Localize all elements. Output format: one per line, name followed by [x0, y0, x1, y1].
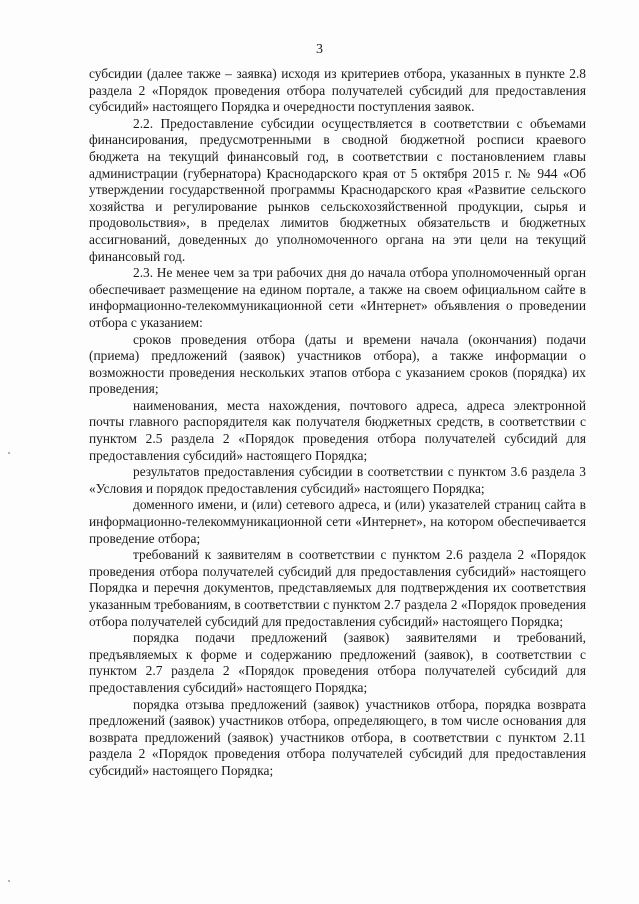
scan-artifact	[8, 880, 10, 882]
list-item-results: результатов предоставления субсидии в соответствии с пунктом 3.6 раздела 3 «Условия и порядок предоставления субсидий» настоящего Порядка;	[89, 464, 586, 496]
list-item-submission-order: порядка подачи предложений (заявок) заявителями и требований, предъявляемых к форме и содержанию предложений (заявок), в соответствии с пунктом 2.7 раздела 2 «Порядок проведения отбора получателей субсидий для предоставления субсидий» настоящего Порядка;	[89, 630, 586, 695]
scan-artifact	[8, 452, 10, 454]
list-item-withdrawal-order: порядка отзыва предложений (заявок) участников отбора, порядка возврата предложений (заявок) участников отбора, определяющего, в том числе основания для возврата предложений (заявок) участников отбора, в соответствии с пунктом 2.11 раздела 2 «Порядок проведения отбора получателей субсидий для предоставления субсидий» настоящего Порядка;	[89, 696, 586, 778]
paragraph-2-2: 2.2. Предоставление субсидии осуществляется в соответствии с объемами финансирования, предусмотренными в сводной бюджетной росписи краевого бюджета на текущий финансовый год, в соответствии с постановлением главы администрации (губернатора) Краснодарского края от 5 октября 2015 г. № 944 «Об утверждении государственной программы Краснодарского края «Развитие сельского хозяйства и регулирование рынков сельскохозяйственной продукции, сырья и продовольствия», в пределах лимитов бюджетных обязательств и бюджетных ассигнований, доведенных до уполномоченного органа на эти цели на текущий финансовый год.	[89, 115, 586, 264]
list-item-contacts: наименования, места нахождения, почтового адреса, адреса электронной почты главного распорядителя как получателя бюджетных средств, в соответствии с пунктом 2.5 раздела 2 «Порядок проведения отбора получателей субсидий для предоставления субсидий» настоящего Порядка;	[89, 397, 586, 463]
paragraph-continuation: субсидии (далее также – заявка) исходя из критериев отбора, указанных в пункте 2.8 раздела 2 «Порядок проведения отбора получателей субсидий для предоставления субсидий» настоящего Порядка и очередности поступления заявок.	[89, 66, 586, 115]
list-item-deadlines: сроков проведения отбора (даты и времени начала (окончания) подачи (приема) предложений (заявок) участников отбора), а также информации о возможности проведения нескольких этапов отбора с указанием сроков (порядка) их проведения;	[89, 331, 586, 397]
list-item-domain: доменного имени, и (или) сетевого адреса, и (или) указателей страниц сайта в информационно-телекоммуникационной сети «Интернет», на котором обеспечивается проведение отбора;	[89, 497, 586, 546]
paragraph-2-3: 2.3. Не менее чем за три рабочих дня до начала отбора уполномоченный орган обеспечивает размещение на едином портале, а также на своем официальном сайте в информационно-телекоммуникационной сети «Интернет» объявления о проведении отбора с указанием:	[89, 265, 586, 330]
list-item-requirements: требований к заявителям в соответствии с пунктом 2.6 раздела 2 «Порядок проведения отбора получателей субсидий для предоставления субсидий» настоящего Порядка и перечня документов, представляемых для подтверждения их соответствия указанным требованиям, в соответствии с пунктом 2.7 раздела 2 «Порядок проведения отбора получателей субсидий для предоставления субсидий» настоящего Порядка;	[89, 547, 586, 629]
page-number: 3	[316, 42, 323, 57]
document-body	[89, 66, 586, 780]
